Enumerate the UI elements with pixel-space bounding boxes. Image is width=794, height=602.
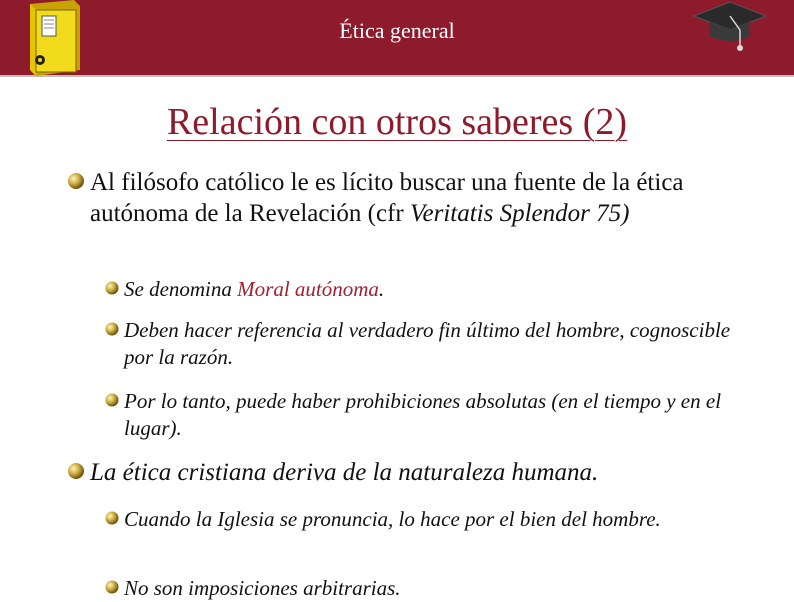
sphere-bullet-icon xyxy=(66,171,86,191)
bullet-item xyxy=(66,167,730,229)
sub-bullet-item xyxy=(104,388,734,442)
sub-bullet-item xyxy=(104,276,734,303)
bullet-text: Cuando la Iglesia se pronuncia, lo hace por el bien del hombre. xyxy=(124,507,661,531)
sphere-bullet-icon xyxy=(104,579,120,595)
sphere-bullet-icon xyxy=(104,392,120,408)
header-divider xyxy=(0,75,794,77)
sphere-bullet-icon xyxy=(66,461,86,481)
slide-title: Relación con otros saberes (2) xyxy=(166,101,628,143)
sphere-bullet-icon xyxy=(104,280,120,296)
bullet-text: La ética cristiana deriva de la naturaleza humana. xyxy=(90,459,599,486)
bullet-item xyxy=(66,457,730,488)
bullet-text: Al filósofo católico le es lícito buscar una fuente de la ética autónoma de la Revelación (cfr Veritatis Splendor 75) xyxy=(90,169,684,227)
bullet-text: Por lo tanto, puede haber prohibiciones absolutas (en el tiempo y en el lugar). xyxy=(124,389,722,440)
bullet-text: Se denomina Moral autónoma. xyxy=(124,277,385,301)
sphere-bullet-icon xyxy=(104,510,120,526)
sub-bullet-item xyxy=(104,317,734,371)
sphere-bullet-icon xyxy=(104,321,120,337)
header-title: Ética general xyxy=(339,18,455,43)
bullet-text: Deben hacer referencia al verdadero fin último del hombre, cognoscible por la razón. xyxy=(124,318,731,369)
sub-bullet-item xyxy=(104,575,734,602)
sub-bullet-item xyxy=(104,506,734,533)
bullet-text: No son imposiciones arbitrarias. xyxy=(124,576,401,600)
